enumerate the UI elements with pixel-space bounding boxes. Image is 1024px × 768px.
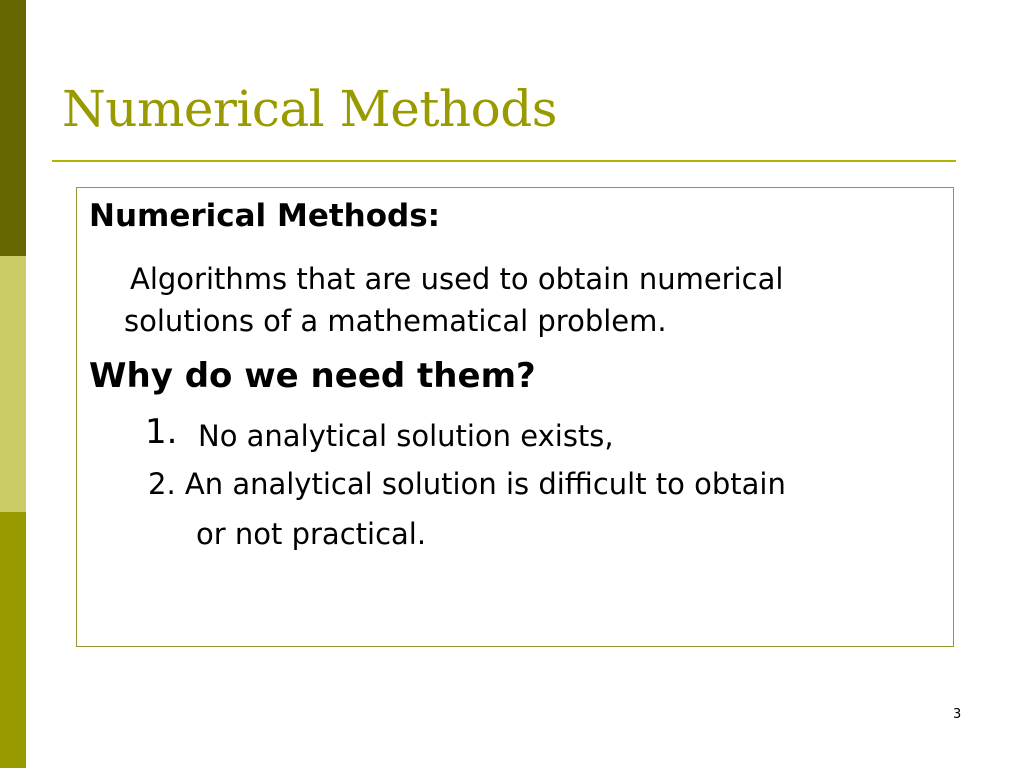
reason-1-number: 1. <box>145 412 178 452</box>
definition-line-1: Algorithms that are used to obtain numerical <box>130 262 784 296</box>
page-number: 3 <box>953 707 962 722</box>
definition-heading: Numerical Methods: <box>89 198 441 234</box>
sidebar-band-bottom <box>0 512 26 768</box>
sidebar-band-top <box>0 0 26 256</box>
why-heading: Why do we need them? <box>89 356 536 396</box>
title-divider <box>52 160 956 162</box>
sidebar-band-middle <box>0 256 26 512</box>
definition-line-2: solutions of a mathematical problem. <box>124 304 667 338</box>
content-box <box>76 187 954 647</box>
reason-2-line-1: 2. An analytical solution is difficult to obtain <box>148 467 786 501</box>
slide-title: Numerical Methods <box>62 80 557 138</box>
reason-1-text: No analytical solution exists, <box>198 419 614 453</box>
reason-2-line-2: or not practical. <box>196 517 427 551</box>
